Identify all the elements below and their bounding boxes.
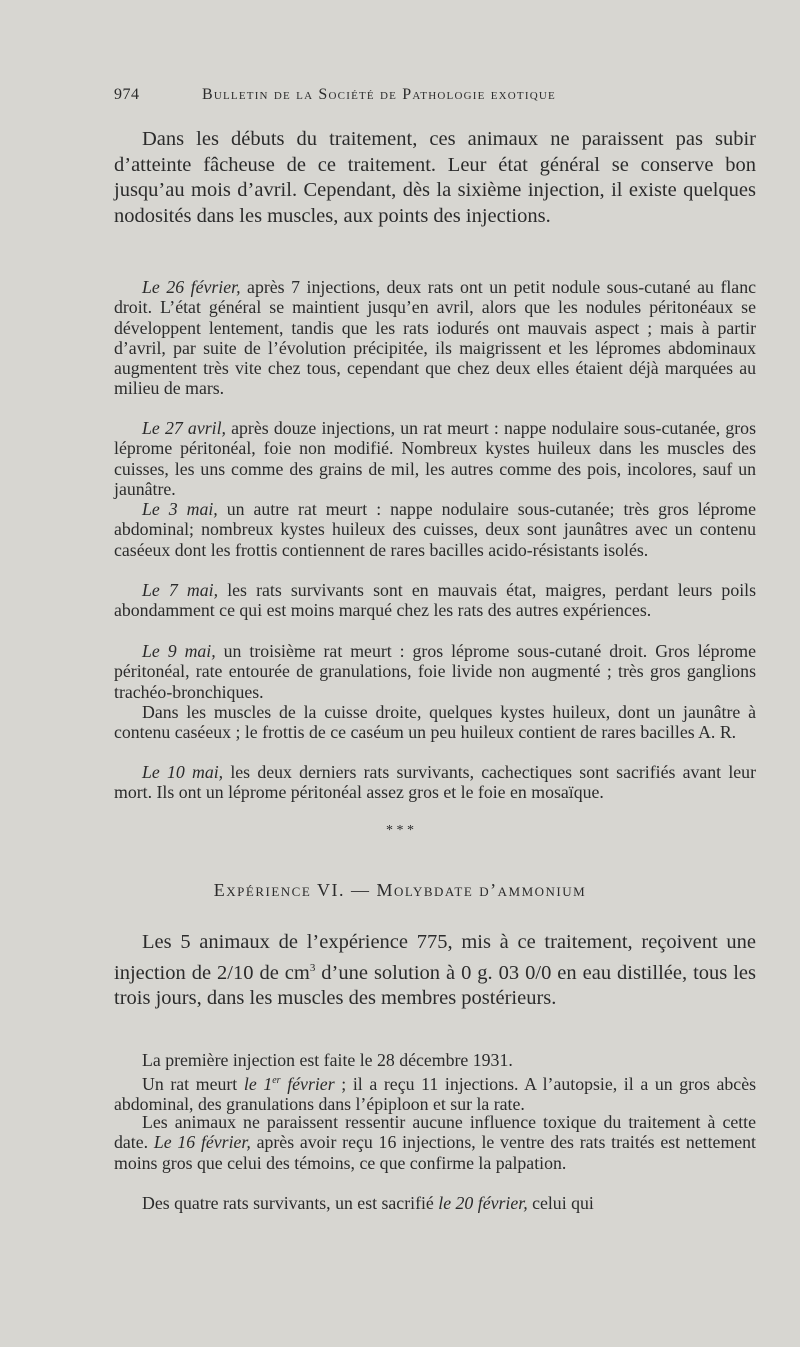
intro-paragraph: Dans les débuts du traitement, ces animaux ne paraissent pas subir d’atteinte fâcheuse de ce traitement. Leur état général se conserve bon jusqu’au mois d’avril. Cependant, dès la sixième injection, il existe quelques nodosités dans les muscles, aux points des injections.: [114, 128, 756, 227]
italic-text: er: [272, 1075, 281, 1086]
entry-date: Le 9 mai,: [142, 641, 216, 661]
body-text: Un rat meurt: [142, 1073, 244, 1094]
final-paragraph: [114, 1071, 756, 1115]
entry-paragraph: [114, 277, 756, 399]
section-separator: * * *: [386, 823, 414, 838]
entry-paragraph: [114, 641, 756, 702]
body-text: La première injection est faite le 28 décembre 1931.: [142, 1050, 513, 1070]
page-number: 974: [114, 86, 140, 103]
entry-text: Dans les muscles de la cuisse droite, quelques kystes huileux, dont un jaunâtre à contenu caséeux ; le frottis de ce caséum un peu huileux contient de rares bacilles A. R.: [114, 702, 756, 743]
entry-date: Le 27 avril,: [142, 418, 226, 438]
final-paragraph: [114, 1193, 756, 1213]
experiment-paragraph: Les 5 animaux de l’expérience 775, mis à ce traitement, reçoivent une injection de 2/10 de $cm^3$ d’une solution à 0 g. 03 0/0 en eau distillée, tous les trois jours, dans les muscles des membres postérieurs.: [114, 931, 756, 1009]
entry-date: Le 10 mai,: [142, 762, 224, 782]
entry-date: Le 7 mai,: [142, 580, 219, 600]
entry-date: Le 3 mai,: [142, 499, 218, 519]
entry-text: les rats survivants sont en mauvais état, maigres, perdant leurs poils abondamment ce qui est moins marqué chez les rats des autres expériences.: [114, 580, 757, 621]
italic-text: Le 16 février,: [153, 1132, 251, 1153]
final-paragraph: [114, 1112, 756, 1173]
entry-text: les deux derniers rats survivants, cachectiques sont sacrifiés avant leur mort. Ils ont un léprome péritonéal assez gros et le foie en mosaïque.: [114, 762, 756, 803]
entry-paragraph: [114, 499, 756, 560]
entry-text: un autre rat meurt : nappe nodulaire sous-cutanée; très gros léprome abdominal; nombreux kystes huileux des cuisses, deux sont jaunâtres avec un contenu caséeux dont les frottis contiennent de rares bacilles acido-résistants isolés.: [114, 499, 756, 560]
body-text: après avoir reçu 16 injections, le ventre des rats traités est nettement moins gros que celui des témoins, ce que confirme la palpation.: [114, 1132, 757, 1173]
body-text: Les animaux ne paraissent ressentir aucune influence toxique du traitement à cette date.: [114, 1112, 756, 1153]
italic-text: février: [280, 1073, 335, 1094]
final-paragraph: [114, 1050, 756, 1070]
entry-paragraph: [114, 418, 756, 499]
entry-paragraph: [114, 580, 756, 621]
entry-text: un troisième rat meurt : gros léprome sous-cutané droit. Gros léprome péritonéal, rate entourée de granulations, foie livide non augmenté ; très gros ganglions trachéo-bronchiques.: [114, 641, 756, 702]
entry-text: après 7 injections, deux rats ont un petit nodule sous-cutané au flanc droit. L’état général se maintient jusqu’en avril, alors que les nodules péritonéaux se développent lentement, tandis que les rats iodurés ont mauvais aspect ; mais à partir d’avril, par suite de l’évolution précipitée, ils maigrissent et les lépromes abdominaux augmentent très vite chez tous, cependant que chez deux elles étaient déjà marquées au milieu de mars.: [114, 277, 756, 399]
journal-title: Bulletin de la Société de Pathologie exotique: [202, 86, 556, 103]
entry-paragraph: [114, 702, 756, 743]
entry-text: après douze injections, un rat meurt : nappe nodulaire sous-cutanée, gros léprome péritonéal, foie non modifié. Nombreux kystes huileux dans les muscles des cuisses, les uns comme des grains de mil, les autres comme des pois, incolores, sauf un jaunâtre.: [114, 418, 756, 499]
entry-date: Le 26 février,: [142, 277, 241, 297]
entry-paragraph: [114, 762, 756, 803]
section-heading: Expérience VI. — Molybdate d’ammonium: [213, 880, 587, 900]
italic-text: le 20 février,: [438, 1193, 528, 1213]
body-text: Des quatre rats survivants, un est sacrifié: [142, 1193, 439, 1213]
body-text: celui qui: [527, 1193, 594, 1213]
italic-text: le 1: [243, 1073, 273, 1094]
body-text: ; il a reçu 11 injections. A l’autopsie, il a un gros abcès abdominal, des granulations dans l’épiploon et sur la rate.: [114, 1073, 757, 1115]
